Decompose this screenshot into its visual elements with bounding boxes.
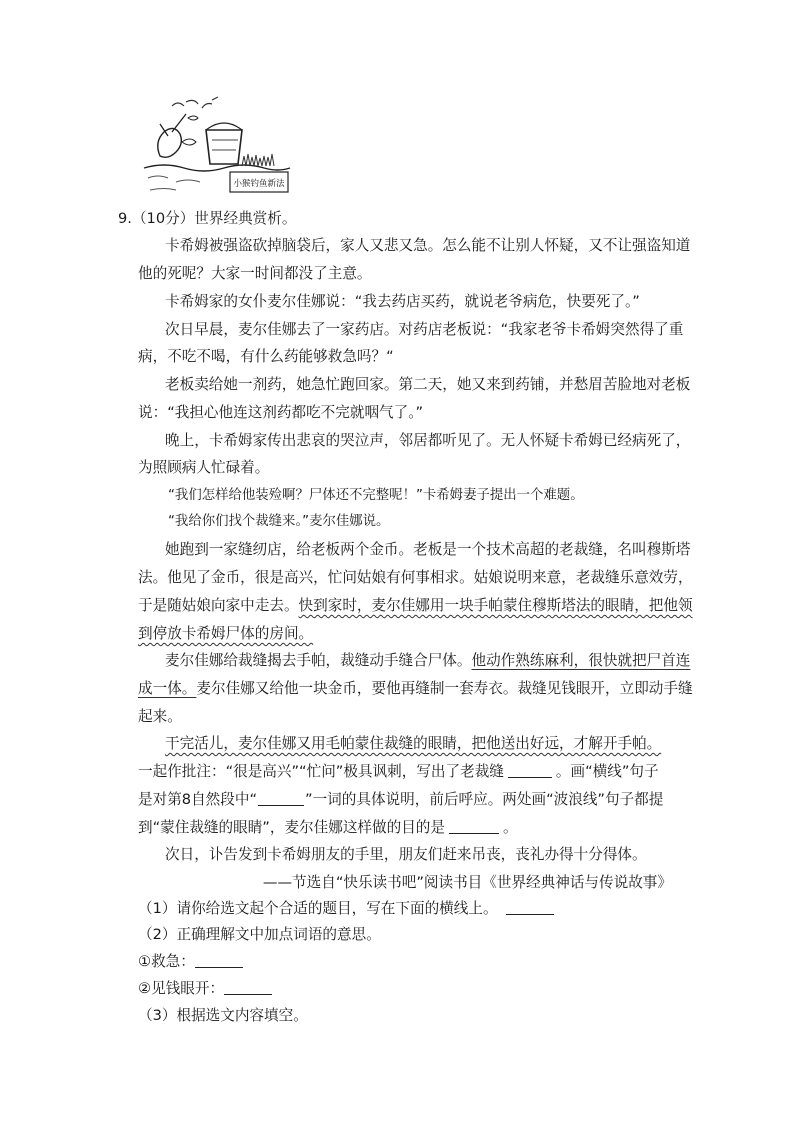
answer-blank[interactable] [508,763,552,778]
question-title: 世界经典赏析。 [194,210,297,227]
passage-line [165,734,661,754]
passage-line: “我给你们找个裁缝来。”麦尔佳娜说。 [168,514,390,529]
passage-line: 次日，讣告发到卡希姆朋友的手里，朋友们赶来吊丧，丧礼办得十分得体。 [165,846,647,863]
passage-line: 次日早晨，麦尔佳娜去了一家药店。对药店老板说：“我家老爷卡希姆突然得了重 [165,321,684,338]
subquestion-2a [138,952,247,972]
passage-line: 为照顾病人忙碌着。 [138,459,270,476]
passage-line: 晚上，卡希姆家传出悲哀的哭泣声，邻居都听见了。无人怀疑卡希姆已经病死了， [165,432,691,449]
question-points: （10分） [131,210,195,227]
passage-line: 卡希姆被强盗砍掉脑袋后，家人又悲又急。怎么能不让别人怀疑，又不让强盗知道 [165,237,691,254]
subquestion-2b [138,979,276,999]
passage-text: 麦尔佳娜给裁缝揭去手帕，裁缝动手缝合尸体。 [165,652,472,669]
passage-line [165,651,690,671]
answer-blank[interactable] [258,791,304,806]
annotation-line [138,790,663,810]
subquestion-3: （3）根据选文内容填空。 [138,1007,308,1024]
passage-line: “我们怎样给他装殓啊？尸体还不完整呢！”卡希姆妻子提出一个难题。 [168,488,584,503]
annotation-text: 一起作批注：“很是高兴”“忙问”极具讽刺，写出了老裁缝 [138,763,504,780]
passage-line: 他的死呢？大家一时间都没了主意。 [138,265,372,282]
question-number: 9. [118,210,132,227]
passage-text: 麦尔佳娜又给他一块金币，要他再缝制一套寿衣。裁缝见钱眼开，立即动手缝 [196,680,693,697]
answer-blank[interactable] [224,980,272,995]
passage-line: 法。他见了金币，很是高兴，忙问姑娘有何事相求。姑娘说明来意，老裁缝乐意效劳， [138,569,693,586]
passage-line: 起来。 [138,708,182,725]
straight-underline-text: 成一体。 [138,680,197,697]
question-heading [118,209,296,229]
illustration-caption: 小猴钓鱼新法 [233,179,285,189]
passage-line: 老板卖给她一剂药，她急忙跑回家。第二天，她又来到药铺，并愁眉苦脸地对老板 [165,376,691,393]
subquestion-2: （2）正确理解文中加点词语的意思。 [138,926,381,943]
passage-line: 说：“我担心他连这剂药都吃不完就咽气了。” [138,404,424,421]
annotation-line [138,762,659,782]
answer-blank[interactable] [195,953,243,968]
passage-line: 卡希姆家的女仆麦尔佳娜说：“我去药店买药，就说老爷病危，快要死了。” [165,293,640,310]
subquestion-text: ①救急： [138,953,195,970]
passage-line [138,679,693,699]
passage-line: 病，不吃不喝，有什么药能够救急吗？“ [138,348,394,365]
annotation-text: ”一词的具体说明，前后呼应。两处画“波浪线”句子都提 [305,791,664,808]
subquestion-1 [138,899,558,919]
annotation-text: 。 [503,819,518,836]
passage-text: 于是随姑娘向家中走去。 [138,597,299,614]
straight-underline-text: 他动作熟练麻利，很快就把尸首连 [471,652,691,669]
source-citation: ——节选自“快乐读书吧”阅读书目《世界经典神话与传说故事》 [262,874,672,891]
annotation-text: 。画“横线”句子 [555,763,659,780]
answer-blank[interactable] [506,900,554,915]
answer-blank[interactable] [449,819,499,834]
cartoon-illustration [142,96,292,198]
passage-line: 她跑到一家缝纫店，给老板两个金币。老板是一个技术高超的老裁缝，名叫穆斯塔 [165,541,691,558]
annotation-line [138,818,518,838]
monkey-fishing-drawing [142,96,292,198]
passage-line [138,624,313,644]
annotation-text: 到“蒙住裁缝的眼睛”，麦尔佳娜这样做的目的是 [138,819,445,836]
subquestion-text: （1）请你给选文起个合适的题目，写在下面的横线上。 [138,900,498,917]
wavy-underline-text: 快到家时，麦尔佳娜用一块手帕蒙住穆斯塔法的眼睛，把他领 [298,597,693,614]
annotation-text: 是对第8自然段中“ [138,791,258,808]
wavy-underline-text: 到停放卡希姆尸体的房间。 [138,625,314,642]
passage-line [138,596,693,616]
wavy-underline-text: 干完活儿，麦尔佳娜又用毛帕蒙住裁缝的眼睛，把他送出好远，才解开手帕。 [165,735,662,752]
subquestion-text: ②见钱眼开： [138,980,225,997]
